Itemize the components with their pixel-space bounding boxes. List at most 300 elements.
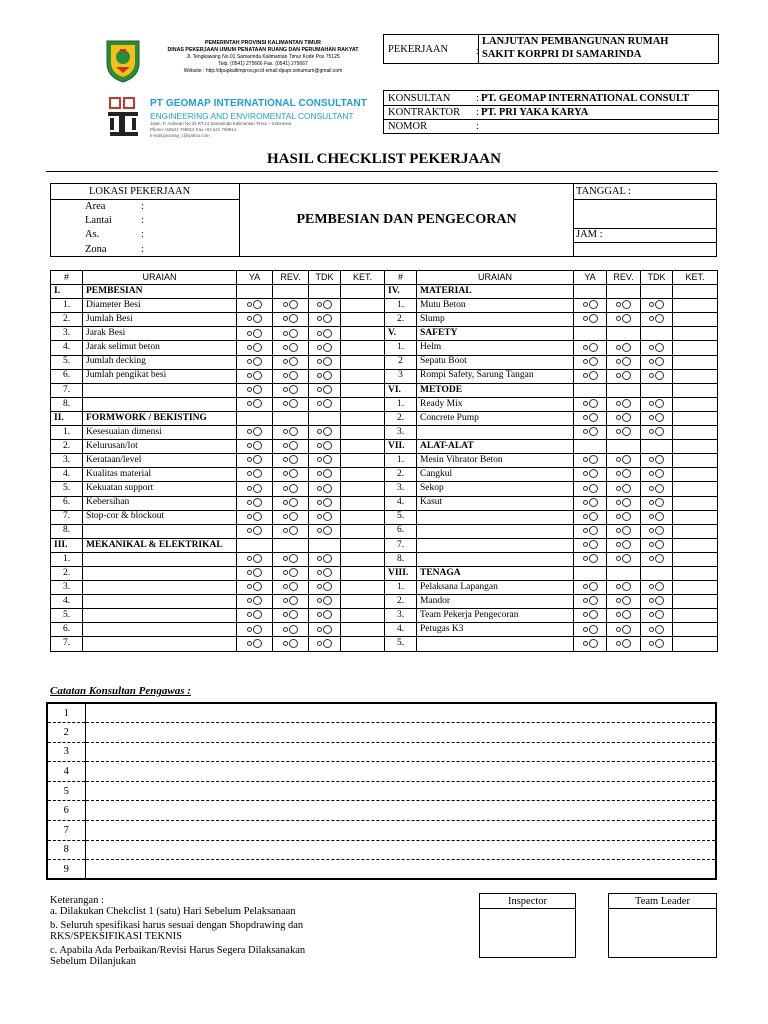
rev-option[interactable] xyxy=(273,623,309,637)
ket-field[interactable] xyxy=(341,355,385,369)
radio-button-icon[interactable] xyxy=(317,469,332,479)
ket-field[interactable] xyxy=(673,299,718,313)
rev-option[interactable] xyxy=(607,341,641,355)
note-line[interactable] xyxy=(85,860,716,880)
note-line[interactable] xyxy=(85,723,716,743)
rev-option[interactable] xyxy=(607,482,641,496)
radio-button-icon[interactable] xyxy=(649,610,664,620)
ket-field[interactable] xyxy=(673,341,718,355)
ya-option[interactable] xyxy=(237,566,273,580)
tdk-option[interactable] xyxy=(309,454,341,468)
tdk-option[interactable] xyxy=(309,341,341,355)
radio-button-icon[interactable] xyxy=(247,512,262,522)
radio-button-icon[interactable] xyxy=(616,512,631,522)
rev-option[interactable] xyxy=(273,552,309,566)
radio-button-icon[interactable] xyxy=(283,625,298,635)
tdk-option[interactable] xyxy=(309,637,341,651)
radio-button-icon[interactable] xyxy=(583,314,598,324)
tdk-option[interactable] xyxy=(309,299,341,313)
rev-option[interactable] xyxy=(607,397,641,411)
note-line[interactable] xyxy=(85,703,716,723)
rev-option[interactable] xyxy=(273,637,309,651)
inspector-signature-box[interactable] xyxy=(479,893,576,958)
ya-option[interactable] xyxy=(237,313,273,327)
rev-option[interactable] xyxy=(607,552,641,566)
radio-button-icon[interactable] xyxy=(616,582,631,592)
ket-field[interactable] xyxy=(341,609,385,623)
tdk-option[interactable] xyxy=(309,623,341,637)
ya-option[interactable] xyxy=(574,538,607,552)
radio-button-icon[interactable] xyxy=(616,300,631,310)
radio-button-icon[interactable] xyxy=(283,639,298,649)
rev-option[interactable] xyxy=(607,538,641,552)
radio-button-icon[interactable] xyxy=(649,540,664,550)
radio-button-icon[interactable] xyxy=(247,371,262,381)
ket-field[interactable] xyxy=(673,468,718,482)
tdk-option[interactable] xyxy=(309,552,341,566)
tdk-option[interactable] xyxy=(641,341,673,355)
radio-button-icon[interactable] xyxy=(583,498,598,508)
radio-button-icon[interactable] xyxy=(583,343,598,353)
radio-button-icon[interactable] xyxy=(616,469,631,479)
tdk-option[interactable] xyxy=(641,299,673,313)
radio-button-icon[interactable] xyxy=(583,300,598,310)
note-line[interactable] xyxy=(85,762,716,782)
tdk-option[interactable] xyxy=(641,581,673,595)
radio-button-icon[interactable] xyxy=(649,371,664,381)
radio-button-icon[interactable] xyxy=(583,625,598,635)
ya-option[interactable] xyxy=(574,454,607,468)
tdk-option[interactable] xyxy=(641,313,673,327)
radio-button-icon[interactable] xyxy=(616,399,631,409)
radio-button-icon[interactable] xyxy=(283,357,298,367)
ket-field[interactable] xyxy=(341,552,385,566)
tdk-option[interactable] xyxy=(641,426,673,440)
ket-field[interactable] xyxy=(673,510,718,524)
ya-option[interactable] xyxy=(574,482,607,496)
ya-option[interactable] xyxy=(237,383,273,397)
radio-button-icon[interactable] xyxy=(583,540,598,550)
radio-button-icon[interactable] xyxy=(583,610,598,620)
ket-field[interactable] xyxy=(673,454,718,468)
ya-option[interactable] xyxy=(237,552,273,566)
radio-button-icon[interactable] xyxy=(649,625,664,635)
rev-option[interactable] xyxy=(273,369,309,383)
ket-field[interactable] xyxy=(341,426,385,440)
rev-option[interactable] xyxy=(273,341,309,355)
ya-option[interactable] xyxy=(574,581,607,595)
ya-option[interactable] xyxy=(574,397,607,411)
radio-button-icon[interactable] xyxy=(247,625,262,635)
radio-button-icon[interactable] xyxy=(317,300,332,310)
ya-option[interactable] xyxy=(237,609,273,623)
ket-field[interactable] xyxy=(341,454,385,468)
radio-button-icon[interactable] xyxy=(616,639,631,649)
radio-button-icon[interactable] xyxy=(583,596,598,606)
radio-button-icon[interactable] xyxy=(616,498,631,508)
note-line[interactable] xyxy=(85,781,716,801)
radio-button-icon[interactable] xyxy=(317,498,332,508)
radio-button-icon[interactable] xyxy=(616,554,631,564)
radio-button-icon[interactable] xyxy=(649,596,664,606)
radio-button-icon[interactable] xyxy=(616,596,631,606)
rev-option[interactable] xyxy=(607,426,641,440)
tdk-option[interactable] xyxy=(641,397,673,411)
ya-option[interactable] xyxy=(237,496,273,510)
tdk-option[interactable] xyxy=(309,383,341,397)
radio-button-icon[interactable] xyxy=(649,427,664,437)
ket-field[interactable] xyxy=(673,609,718,623)
radio-button-icon[interactable] xyxy=(649,455,664,465)
rev-option[interactable] xyxy=(273,454,309,468)
rev-option[interactable] xyxy=(607,595,641,609)
radio-button-icon[interactable] xyxy=(649,526,664,536)
radio-button-icon[interactable] xyxy=(247,596,262,606)
ket-field[interactable] xyxy=(673,552,718,566)
tdk-option[interactable] xyxy=(641,369,673,383)
radio-button-icon[interactable] xyxy=(649,300,664,310)
radio-button-icon[interactable] xyxy=(247,498,262,508)
rev-option[interactable] xyxy=(273,468,309,482)
radio-button-icon[interactable] xyxy=(616,371,631,381)
radio-button-icon[interactable] xyxy=(616,357,631,367)
ket-field[interactable] xyxy=(673,524,718,538)
rev-option[interactable] xyxy=(273,566,309,580)
rev-option[interactable] xyxy=(607,623,641,637)
ya-option[interactable] xyxy=(574,609,607,623)
radio-button-icon[interactable] xyxy=(247,526,262,536)
ya-option[interactable] xyxy=(574,524,607,538)
note-line[interactable] xyxy=(85,742,716,762)
ket-field[interactable] xyxy=(341,581,385,595)
radio-button-icon[interactable] xyxy=(649,498,664,508)
radio-button-icon[interactable] xyxy=(283,427,298,437)
tdk-option[interactable] xyxy=(641,552,673,566)
ket-field[interactable] xyxy=(673,482,718,496)
radio-button-icon[interactable] xyxy=(317,610,332,620)
ket-field[interactable] xyxy=(341,623,385,637)
rev-option[interactable] xyxy=(607,637,641,651)
ket-field[interactable] xyxy=(341,341,385,355)
radio-button-icon[interactable] xyxy=(317,343,332,353)
radio-button-icon[interactable] xyxy=(616,610,631,620)
radio-button-icon[interactable] xyxy=(616,427,631,437)
tdk-option[interactable] xyxy=(309,524,341,538)
radio-button-icon[interactable] xyxy=(616,625,631,635)
radio-button-icon[interactable] xyxy=(649,343,664,353)
ya-option[interactable] xyxy=(574,369,607,383)
tdk-option[interactable] xyxy=(309,496,341,510)
ket-field[interactable] xyxy=(341,440,385,454)
radio-button-icon[interactable] xyxy=(247,399,262,409)
ket-field[interactable] xyxy=(341,510,385,524)
radio-button-icon[interactable] xyxy=(247,610,262,620)
tdk-option[interactable] xyxy=(309,566,341,580)
radio-button-icon[interactable] xyxy=(616,455,631,465)
radio-button-icon[interactable] xyxy=(649,639,664,649)
tdk-option[interactable] xyxy=(309,313,341,327)
radio-button-icon[interactable] xyxy=(317,385,332,395)
tdk-option[interactable] xyxy=(309,482,341,496)
ya-option[interactable] xyxy=(237,426,273,440)
radio-button-icon[interactable] xyxy=(283,343,298,353)
radio-button-icon[interactable] xyxy=(283,300,298,310)
ya-option[interactable] xyxy=(574,623,607,637)
radio-button-icon[interactable] xyxy=(583,427,598,437)
tdk-option[interactable] xyxy=(309,397,341,411)
ya-option[interactable] xyxy=(237,637,273,651)
ya-option[interactable] xyxy=(237,510,273,524)
ket-field[interactable] xyxy=(673,538,718,552)
radio-button-icon[interactable] xyxy=(649,399,664,409)
radio-button-icon[interactable] xyxy=(283,469,298,479)
ket-field[interactable] xyxy=(673,369,718,383)
tdk-option[interactable] xyxy=(309,609,341,623)
rev-option[interactable] xyxy=(273,355,309,369)
radio-button-icon[interactable] xyxy=(283,484,298,494)
rev-option[interactable] xyxy=(273,524,309,538)
radio-button-icon[interactable] xyxy=(283,314,298,324)
ket-field[interactable] xyxy=(673,637,718,651)
ya-option[interactable] xyxy=(574,355,607,369)
ket-field[interactable] xyxy=(673,623,718,637)
radio-button-icon[interactable] xyxy=(583,484,598,494)
ya-option[interactable] xyxy=(574,341,607,355)
tdk-option[interactable] xyxy=(309,327,341,341)
ya-option[interactable] xyxy=(237,355,273,369)
ya-option[interactable] xyxy=(574,510,607,524)
radio-button-icon[interactable] xyxy=(247,300,262,310)
radio-button-icon[interactable] xyxy=(649,582,664,592)
radio-button-icon[interactable] xyxy=(583,455,598,465)
ya-option[interactable] xyxy=(574,552,607,566)
ya-option[interactable] xyxy=(237,440,273,454)
radio-button-icon[interactable] xyxy=(649,554,664,564)
rev-option[interactable] xyxy=(607,355,641,369)
rev-option[interactable] xyxy=(607,299,641,313)
tdk-option[interactable] xyxy=(309,510,341,524)
tdk-option[interactable] xyxy=(641,637,673,651)
radio-button-icon[interactable] xyxy=(649,357,664,367)
radio-button-icon[interactable] xyxy=(317,512,332,522)
ket-field[interactable] xyxy=(341,637,385,651)
radio-button-icon[interactable] xyxy=(283,512,298,522)
radio-button-icon[interactable] xyxy=(583,469,598,479)
radio-button-icon[interactable] xyxy=(317,582,332,592)
ket-field[interactable] xyxy=(341,496,385,510)
ya-option[interactable] xyxy=(237,397,273,411)
tdk-option[interactable] xyxy=(309,468,341,482)
radio-button-icon[interactable] xyxy=(317,639,332,649)
radio-button-icon[interactable] xyxy=(247,469,262,479)
radio-button-icon[interactable] xyxy=(649,484,664,494)
radio-button-icon[interactable] xyxy=(283,554,298,564)
note-line[interactable] xyxy=(85,840,716,860)
radio-button-icon[interactable] xyxy=(247,343,262,353)
radio-button-icon[interactable] xyxy=(317,427,332,437)
ya-option[interactable] xyxy=(574,411,607,425)
radio-button-icon[interactable] xyxy=(283,329,298,339)
radio-button-icon[interactable] xyxy=(317,596,332,606)
radio-button-icon[interactable] xyxy=(247,314,262,324)
tdk-option[interactable] xyxy=(641,623,673,637)
radio-button-icon[interactable] xyxy=(616,314,631,324)
tdk-option[interactable] xyxy=(641,355,673,369)
rev-option[interactable] xyxy=(273,510,309,524)
tdk-option[interactable] xyxy=(309,581,341,595)
radio-button-icon[interactable] xyxy=(283,582,298,592)
ya-option[interactable] xyxy=(237,299,273,313)
tdk-option[interactable] xyxy=(641,454,673,468)
ket-field[interactable] xyxy=(673,581,718,595)
tdk-option[interactable] xyxy=(309,426,341,440)
rev-option[interactable] xyxy=(273,383,309,397)
tdk-option[interactable] xyxy=(309,595,341,609)
rev-option[interactable] xyxy=(607,411,641,425)
radio-button-icon[interactable] xyxy=(247,455,262,465)
rev-option[interactable] xyxy=(273,440,309,454)
tdk-option[interactable] xyxy=(641,482,673,496)
ya-option[interactable] xyxy=(574,637,607,651)
ya-option[interactable] xyxy=(237,327,273,341)
ket-field[interactable] xyxy=(341,327,385,341)
ya-option[interactable] xyxy=(574,496,607,510)
radio-button-icon[interactable] xyxy=(247,357,262,367)
tdk-option[interactable] xyxy=(641,510,673,524)
radio-button-icon[interactable] xyxy=(317,329,332,339)
radio-button-icon[interactable] xyxy=(317,455,332,465)
radio-button-icon[interactable] xyxy=(583,512,598,522)
ya-option[interactable] xyxy=(574,299,607,313)
radio-button-icon[interactable] xyxy=(317,625,332,635)
ket-field[interactable] xyxy=(673,355,718,369)
rev-option[interactable] xyxy=(607,369,641,383)
ket-field[interactable] xyxy=(341,397,385,411)
ya-option[interactable] xyxy=(237,482,273,496)
radio-button-icon[interactable] xyxy=(283,371,298,381)
rev-option[interactable] xyxy=(273,397,309,411)
radio-button-icon[interactable] xyxy=(247,427,262,437)
rev-option[interactable] xyxy=(273,595,309,609)
radio-button-icon[interactable] xyxy=(649,512,664,522)
radio-button-icon[interactable] xyxy=(247,441,262,451)
ket-field[interactable] xyxy=(673,313,718,327)
rev-option[interactable] xyxy=(607,510,641,524)
rev-option[interactable] xyxy=(273,496,309,510)
radio-button-icon[interactable] xyxy=(583,399,598,409)
radio-button-icon[interactable] xyxy=(283,498,298,508)
ya-option[interactable] xyxy=(574,468,607,482)
rev-option[interactable] xyxy=(607,524,641,538)
rev-option[interactable] xyxy=(607,313,641,327)
tdk-option[interactable] xyxy=(641,411,673,425)
rev-option[interactable] xyxy=(607,581,641,595)
tdk-option[interactable] xyxy=(309,440,341,454)
tdk-option[interactable] xyxy=(309,369,341,383)
rev-option[interactable] xyxy=(607,454,641,468)
tdk-option[interactable] xyxy=(641,609,673,623)
rev-option[interactable] xyxy=(273,426,309,440)
radio-button-icon[interactable] xyxy=(583,357,598,367)
team-leader-signature-box[interactable] xyxy=(608,893,717,958)
note-line[interactable] xyxy=(85,821,716,841)
ket-field[interactable] xyxy=(673,411,718,425)
tdk-option[interactable] xyxy=(641,524,673,538)
radio-button-icon[interactable] xyxy=(283,385,298,395)
radio-button-icon[interactable] xyxy=(616,540,631,550)
radio-button-icon[interactable] xyxy=(247,385,262,395)
radio-button-icon[interactable] xyxy=(616,413,631,423)
ya-option[interactable] xyxy=(237,454,273,468)
radio-button-icon[interactable] xyxy=(283,399,298,409)
radio-button-icon[interactable] xyxy=(616,343,631,353)
ya-option[interactable] xyxy=(237,369,273,383)
ket-field[interactable] xyxy=(341,595,385,609)
radio-button-icon[interactable] xyxy=(247,582,262,592)
radio-button-icon[interactable] xyxy=(247,484,262,494)
radio-button-icon[interactable] xyxy=(283,526,298,536)
ket-field[interactable] xyxy=(673,397,718,411)
tdk-option[interactable] xyxy=(641,496,673,510)
radio-button-icon[interactable] xyxy=(317,526,332,536)
rev-option[interactable] xyxy=(273,581,309,595)
radio-button-icon[interactable] xyxy=(583,413,598,423)
ya-option[interactable] xyxy=(237,581,273,595)
tdk-option[interactable] xyxy=(641,538,673,552)
radio-button-icon[interactable] xyxy=(317,441,332,451)
ya-option[interactable] xyxy=(574,313,607,327)
radio-button-icon[interactable] xyxy=(247,554,262,564)
ket-field[interactable] xyxy=(673,595,718,609)
ya-option[interactable] xyxy=(237,623,273,637)
radio-button-icon[interactable] xyxy=(616,526,631,536)
radio-button-icon[interactable] xyxy=(317,371,332,381)
radio-button-icon[interactable] xyxy=(317,399,332,409)
radio-button-icon[interactable] xyxy=(583,639,598,649)
tdk-option[interactable] xyxy=(641,595,673,609)
radio-button-icon[interactable] xyxy=(283,610,298,620)
ket-field[interactable] xyxy=(341,468,385,482)
radio-button-icon[interactable] xyxy=(649,314,664,324)
radio-button-icon[interactable] xyxy=(649,469,664,479)
ya-option[interactable] xyxy=(574,426,607,440)
ya-option[interactable] xyxy=(237,341,273,355)
tdk-option[interactable] xyxy=(309,355,341,369)
radio-button-icon[interactable] xyxy=(583,554,598,564)
ya-option[interactable] xyxy=(237,468,273,482)
radio-button-icon[interactable] xyxy=(616,484,631,494)
radio-button-icon[interactable] xyxy=(649,413,664,423)
radio-button-icon[interactable] xyxy=(247,329,262,339)
ket-field[interactable] xyxy=(341,566,385,580)
rev-option[interactable] xyxy=(607,496,641,510)
rev-option[interactable] xyxy=(273,327,309,341)
rev-option[interactable] xyxy=(273,609,309,623)
tdk-option[interactable] xyxy=(641,468,673,482)
radio-button-icon[interactable] xyxy=(317,357,332,367)
radio-button-icon[interactable] xyxy=(283,455,298,465)
rev-option[interactable] xyxy=(273,299,309,313)
rev-option[interactable] xyxy=(273,313,309,327)
radio-button-icon[interactable] xyxy=(283,596,298,606)
radio-button-icon[interactable] xyxy=(317,484,332,494)
radio-button-icon[interactable] xyxy=(317,568,332,578)
radio-button-icon[interactable] xyxy=(317,314,332,324)
radio-button-icon[interactable] xyxy=(283,441,298,451)
rev-option[interactable] xyxy=(607,609,641,623)
ket-field[interactable] xyxy=(341,299,385,313)
ket-field[interactable] xyxy=(341,369,385,383)
